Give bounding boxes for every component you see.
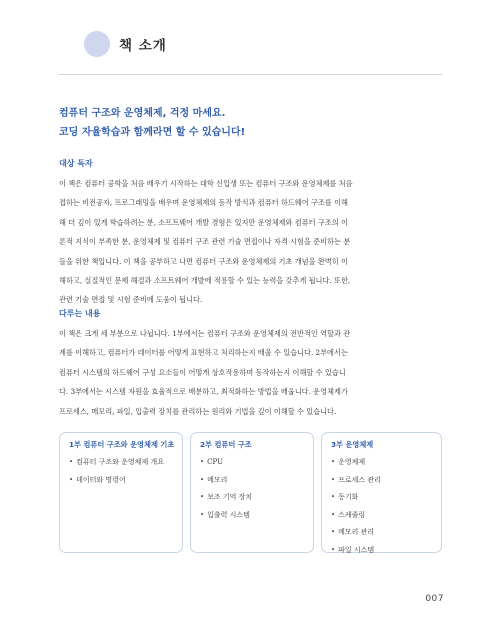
part-1-box: [59, 432, 183, 553]
bullet-icon: •: [69, 475, 74, 484]
bullet-icon: •: [200, 475, 205, 484]
paragraph-line: 관련 기술 면접 및 시험 준비에 도움이 됩니다.: [59, 295, 203, 305]
bullet-icon: •: [331, 475, 336, 484]
bullet-icon: •: [331, 493, 336, 501]
paragraph-line: 컴퓨터 시스템의 하드웨어 구성 요소들이 어떻게 상호작용하며 동작하는지 이해할 수 있습니: [59, 367, 346, 377]
paragraph-line: 들을 위한 책입니다. 이 책을 공부하고 나면 컴퓨터 구조와 운영체제의 기초 개념을 완벽히 이: [59, 256, 348, 266]
bullet-icon: •: [331, 528, 336, 536]
list-item: • 파일 시스템: [331, 545, 375, 554]
bullet-icon: •: [331, 510, 336, 519]
bullet-icon: •: [200, 458, 205, 466]
contents-section: [59, 308, 442, 421]
headline: [59, 104, 245, 142]
header-circle-decoration: [84, 31, 110, 57]
paragraph-line: 해하고, 실질적인 문제 해결과 소프트웨어 개발에 적용할 수 있는 능력을 갖추게 됩니다. 또한,: [59, 276, 351, 286]
paragraph-line: 프로세스, 메모리, 파일, 입출력 장치를 관리하는 원리와 기법을 깊이 이해할 수 있습니다.: [59, 406, 337, 416]
bullet-icon: •: [331, 458, 336, 466]
part-3-title: 3부 운영체제: [331, 440, 374, 449]
bullet-icon: •: [200, 493, 205, 501]
headline-line-2: 코딩 자율학습과 함께라면 할 수 있습니다!: [59, 127, 246, 138]
paragraph-line: 계를 이해하고, 컴퓨터가 데이터를 어떻게 표현하고 처리하는지 배울 수 있습니다. 2부에서는: [59, 348, 348, 358]
list-item: • 프로세스 관리: [331, 475, 381, 484]
contents-body: [59, 324, 442, 421]
part-3-box: [321, 432, 442, 553]
readers-body: [59, 174, 442, 310]
part-1-title: 1부 컴퓨터 구조와 운영체제 기초: [69, 440, 175, 449]
bullet-icon: •: [331, 545, 336, 554]
header-divider: [59, 74, 442, 75]
list-item: • 입출력 시스템: [200, 510, 250, 519]
paragraph-line: 이 책은 크게 세 부분으로 나뉩니다. 1부에서는 컴퓨터 구조와 운영체제의 전반적인 역할과 관: [59, 329, 351, 338]
list-item: • 데이터와 명령어: [69, 475, 126, 484]
list-item: • 스케줄링: [331, 510, 366, 519]
page-number: 007: [425, 594, 444, 604]
paragraph-line: 이 책은 컴퓨터 공학을 처음 배우기 시작하는 대학 신입생 또는 컴퓨터 구조와 운영체제를 처음: [59, 179, 353, 188]
headline-line-1: 컴퓨터 구조와 운영체제, 걱정 마세요.: [59, 108, 226, 119]
bullet-icon: •: [69, 458, 74, 466]
part-2-title: 2부 컴퓨터 구조: [200, 440, 252, 449]
list-item: • 메모리 관리: [331, 528, 375, 536]
list-item: • CPU: [200, 458, 223, 466]
readers-title: 대상 독자: [59, 159, 93, 168]
part-2-box: [190, 432, 314, 553]
paragraph-line: 접하는 비전공자, 프로그래밍을 배우며 운영체제의 동작 방식과 컴퓨터 하드웨어 구조를 이해: [59, 198, 348, 208]
list-item: • 동기화: [331, 493, 359, 501]
list-item: • 운영체제: [331, 458, 366, 466]
list-item: • 메모리: [200, 475, 228, 484]
page-title: 책 소개: [119, 38, 167, 54]
list-item: • 보조 기억 장치: [200, 493, 253, 501]
section-header: [84, 31, 167, 57]
list-item: • 컴퓨터 구조와 운영체제 개요: [69, 458, 164, 466]
bullet-icon: •: [200, 510, 205, 519]
paragraph-line: 해 더 깊이 있게 학습하려는 분, 소프트웨어 개발 경험은 있지만 운영체제와 컴퓨터 구조의 이: [59, 217, 348, 227]
contents-title: 다루는 내용: [59, 309, 101, 318]
paragraph-line: 론적 지식이 부족한 분, 운영체제 및 컴퓨터 구조 관련 기술 면접이나 자격 시험을 준비하는 분: [59, 237, 351, 247]
readers-section: [59, 158, 442, 310]
paragraph-line: 다. 3부에서는 시스템 자원을 효율적으로 배분하고, 최적화하는 방법을 배웁니다. 운영체제가: [59, 387, 348, 397]
